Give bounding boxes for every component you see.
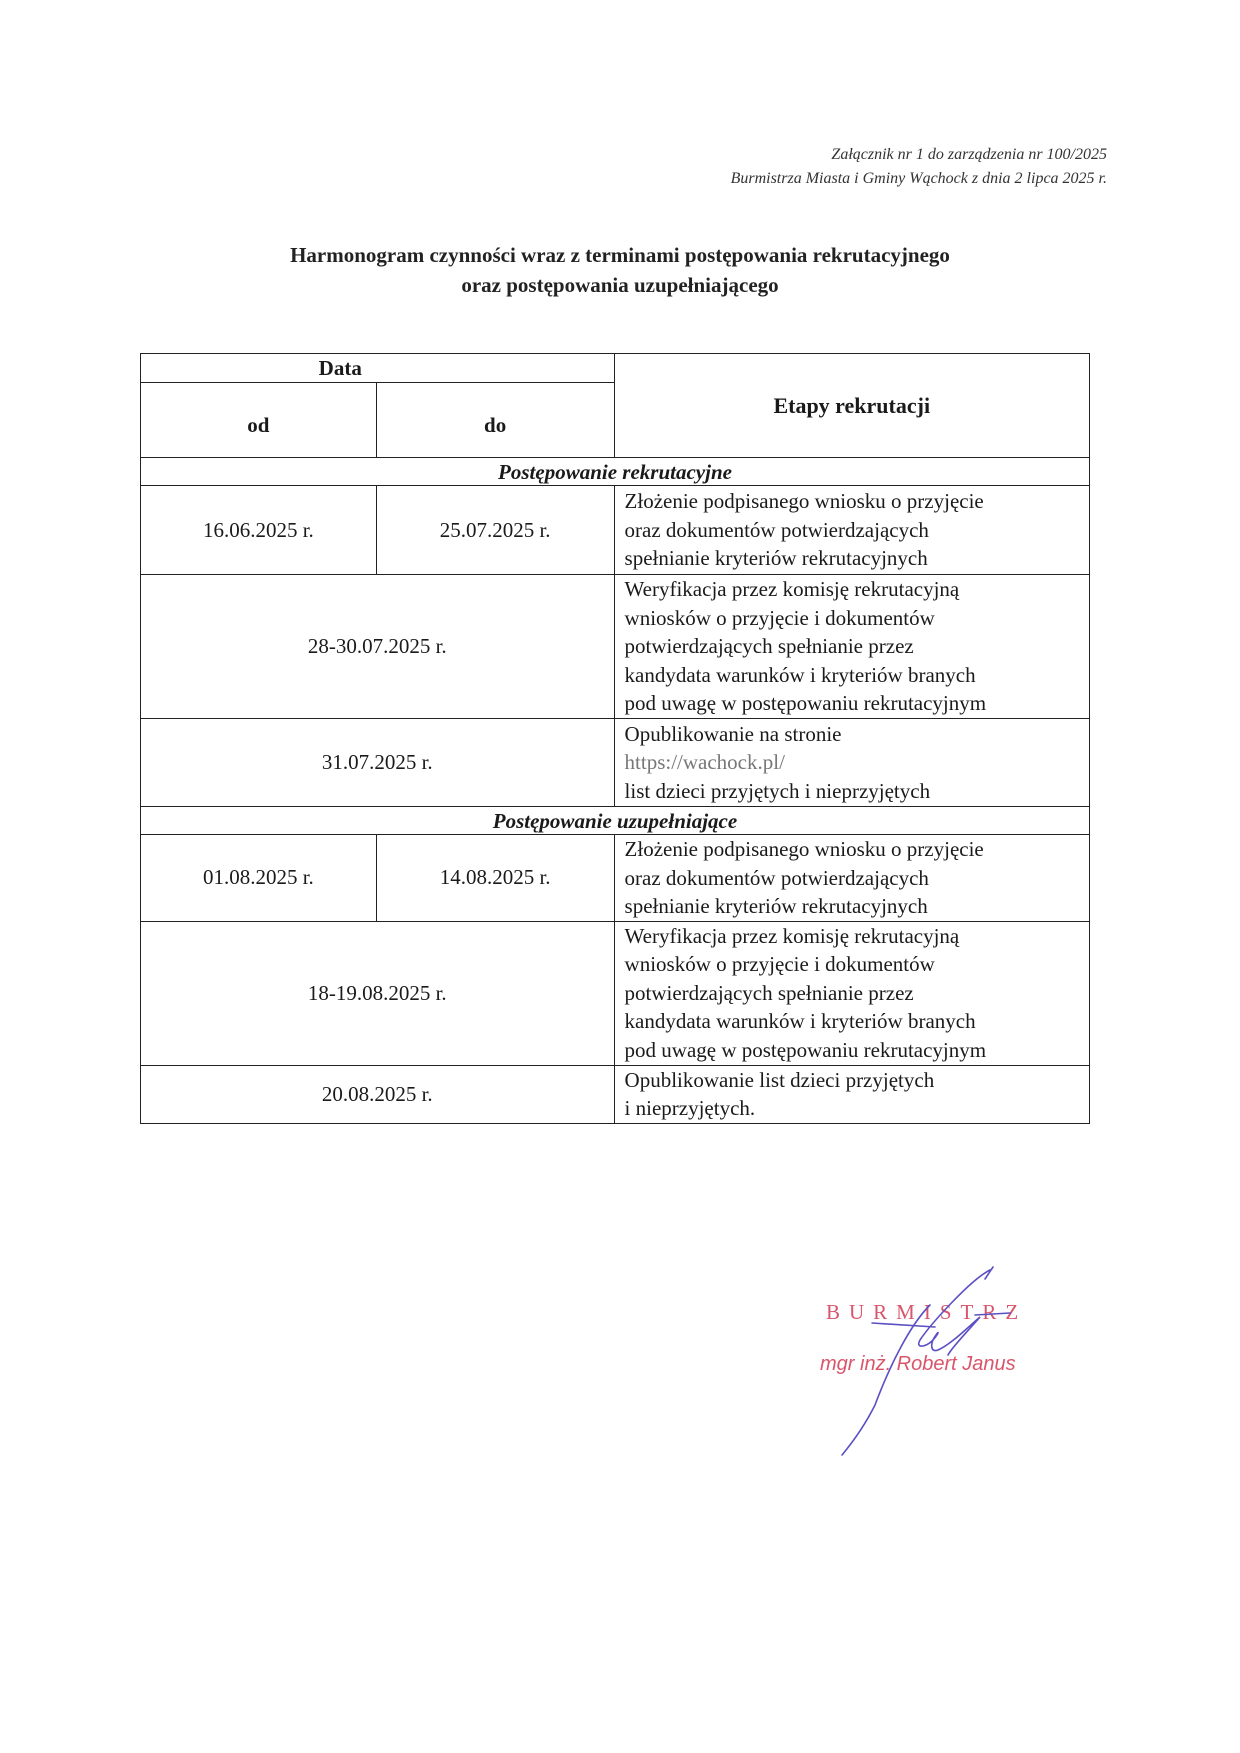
section-row: [141, 458, 1090, 486]
section-row: [141, 807, 1090, 835]
stage-line: spełnianie kryteriów rekrutacyjnych: [624, 546, 928, 571]
stage-line: pod uwagę w postępowaniu rekrutacyjnym: [624, 1037, 987, 1062]
signature-icon: [780, 1265, 1110, 1465]
table-row: [141, 921, 1090, 1065]
header-data: Data: [141, 354, 615, 383]
stage-cell: [614, 575, 1089, 719]
header-do: do: [376, 383, 614, 458]
header-row-top: [141, 354, 1090, 383]
stage-line: kandydata warunków i kryteriów branych: [624, 662, 976, 687]
annex-note: [731, 143, 1107, 191]
section-rekrutacyjne: Postępowanie rekrutacyjne: [141, 458, 1090, 486]
header-stage: Etapy rekrutacji: [614, 354, 1089, 458]
mayor-stamp: [780, 1265, 1110, 1465]
table-row: [141, 719, 1090, 807]
annex-line-1: Załącznik nr 1 do zarządzenia nr 100/2025: [831, 146, 1107, 163]
date-range: 28-30.07.2025 r.: [141, 575, 615, 719]
document-title: [0, 240, 1240, 300]
stage-line: Weryfikacja przez komisję rekrutacyjną: [624, 577, 960, 602]
stage-line: pod uwagę w postępowaniu rekrutacyjnym: [624, 691, 987, 716]
date-range: 18-19.08.2025 r.: [141, 921, 615, 1065]
date-to: 14.08.2025 r.: [376, 835, 614, 922]
stage-line: Opublikowanie na stronie: [624, 721, 842, 746]
title-line-1: Harmonogram czynności wraz z terminami postępowania rekrutacyjnego: [290, 243, 950, 267]
stage-line: Opublikowanie list dzieci przyjętych: [624, 1067, 935, 1092]
stage-line: i nieprzyjętych.: [624, 1096, 756, 1120]
stage-line: wniosków o przyjęcie i dokumentów: [624, 605, 935, 630]
title-line-2: oraz postępowania uzupełniającego: [461, 273, 779, 297]
stage-cell: [614, 1065, 1089, 1123]
table-row: [141, 575, 1090, 719]
stamp-title: BURMISTRZ: [826, 1300, 1028, 1324]
table-row: [141, 1065, 1090, 1123]
schedule-table: [140, 353, 1090, 1124]
stage-cell: [614, 719, 1089, 807]
stage-cell: [614, 835, 1089, 922]
section-uzupelniajace: Postępowanie uzupełniające: [141, 807, 1090, 835]
stage-line: oraz dokumentów potwierdzających: [624, 517, 929, 542]
stage-line: spełnianie kryteriów rekrutacyjnych: [624, 894, 928, 918]
date-single: 20.08.2025 r.: [141, 1065, 615, 1123]
table-row: [141, 486, 1090, 575]
date-from: 16.06.2025 r.: [141, 486, 377, 575]
stage-line: Złożenie podpisanego wniosku o przyjęcie: [624, 837, 984, 861]
stage-line: potwierdzających spełnianie przez: [624, 634, 914, 659]
date-to: 25.07.2025 r.: [376, 486, 614, 575]
stamp-name: mgr inż. Robert Janus: [820, 1353, 1016, 1375]
annex-line-2: Burmistrza Miasta i Gminy Wąchock z dnia 2 lipca 2025 r.: [730, 170, 1107, 187]
stage-cell: [614, 486, 1089, 575]
stage-cell: [614, 921, 1089, 1065]
stage-line: wniosków o przyjęcie i dokumentów: [624, 952, 935, 977]
stage-line: kandydata warunków i kryteriów branych: [624, 1009, 976, 1034]
stage-line: potwierdzających spełnianie przez: [624, 980, 914, 1005]
date-from: 01.08.2025 r.: [141, 835, 377, 922]
stage-line: oraz dokumentów potwierdzających: [624, 865, 929, 890]
header-od: od: [141, 383, 377, 458]
date-single: 31.07.2025 r.: [141, 719, 615, 807]
stage-line: Złożenie podpisanego wniosku o przyjęcie: [624, 489, 984, 514]
stage-line: list dzieci przyjętych i nieprzyjętych: [624, 778, 931, 803]
website-link[interactable]: https://wachock.pl/: [624, 750, 785, 775]
stage-line: Weryfikacja przez komisję rekrutacyjną: [624, 923, 960, 948]
table-row: [141, 835, 1090, 922]
